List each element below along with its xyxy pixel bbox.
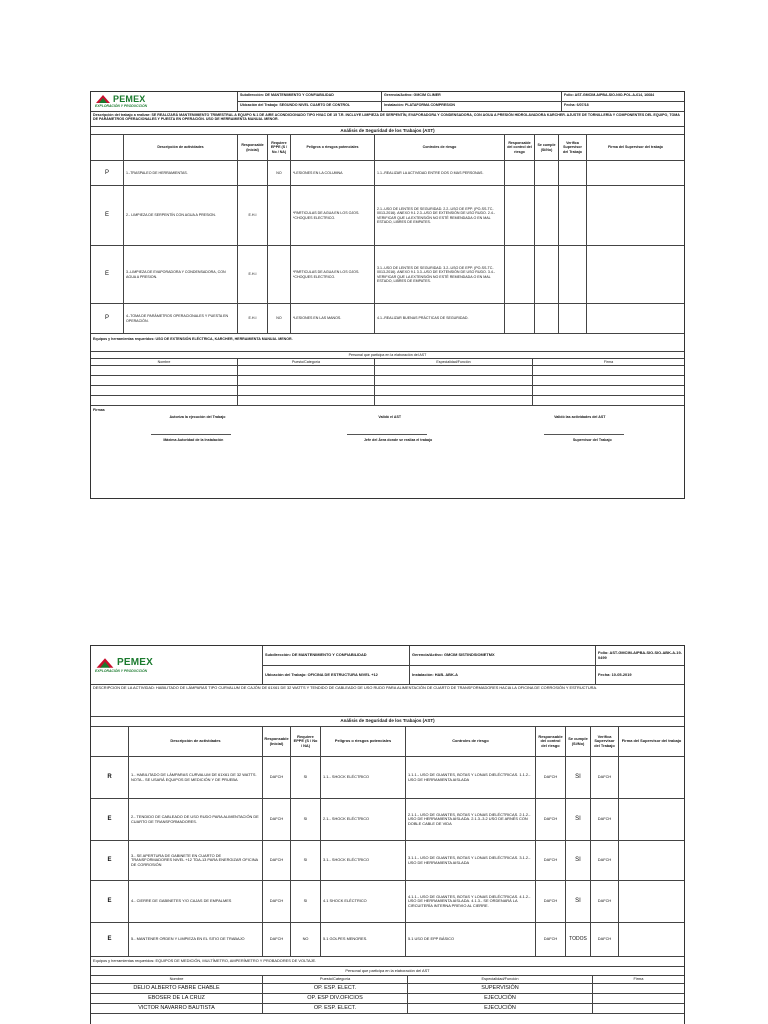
pemex-eagle-icon xyxy=(95,94,111,104)
folio: Folio: AST-GMCIM-AIPBA-SIO-SIO-ABK-A-19-0499 xyxy=(598,650,682,660)
pemex-eagle-icon xyxy=(95,657,115,669)
header-row-2 xyxy=(91,646,684,685)
logo-subtitle: EXPLORACIÓN Y PRODUCCIÓN xyxy=(95,104,148,109)
pemex-logo xyxy=(91,646,263,684)
header-row-1 xyxy=(91,92,684,112)
signatures-bottom: Máxima Autoridad de la Instalación Jefe del Área donde se realiza el trabajo Supervisor del Trabajo xyxy=(163,438,612,443)
col-descripcion: Descripción de actividades xyxy=(124,135,238,160)
col-firma: Firma del Supervisor del trabajo xyxy=(608,145,663,150)
firmas-label: Firmas xyxy=(93,408,105,412)
col-responsable: Responsable (Inicial) xyxy=(263,727,291,756)
table-row: E 2.- LIMPIEZA DE SERPENTÍN CON AGUA A PRESION. E.H.I *PARTICULAS DE AGUA EN LOS OJOS. *CHOQUES ELECTRICO. 2.1.-USO DE LENTES DE SEGURIDAD. 2.2.-USO DE EPP. (PO-SS-TC-0013-2016). ANEXO 9.1 2.3.-USO DE EXTENSIÓN DE USO RUDO. 2.4.-VERIFICAR QUE LA EXTENSIÓN NO ESTÉ REMENDADA O EN MAL ESTADO, LIBRES DE EMPATES. xyxy=(91,186,684,246)
col-responsable: Responsable (Inicial) xyxy=(238,135,268,160)
ast-title: Análisis de Seguridad de los Trabajos (AST) xyxy=(340,128,435,133)
ast-title: Análisis de Seguridad de los Trabajos (AST) xyxy=(340,718,435,723)
col-controles: Controles de riesgo xyxy=(375,135,505,160)
equipos-requeridos: Equipos y herramientas requeridos: EQUIPOS DE MEDICIÓN, MULTÍMETRO, AMPERÍMETRO Y PROBADORES DE VOLTAJE. xyxy=(93,958,317,964)
subdireccion: Subdirección: DE MANTENIMIENTO Y CONFIABILIDAD xyxy=(238,92,382,101)
col-descripcion: Descripción de actividades xyxy=(129,727,263,756)
col-firma: Firma del Supervisor del trabajo xyxy=(621,738,682,744)
logo-word: PEMEX xyxy=(113,93,146,104)
col-resp-control: Responsable del control del riesgo xyxy=(505,135,535,160)
ast-document-2 xyxy=(90,645,685,1024)
col-resp-control: Responsable del control del riesgo xyxy=(536,727,566,756)
ubicacion: Ubicación del Trabajo: SEGUNDO NIVEL CUARTO DE CONTROL xyxy=(238,102,382,111)
col-cumple: Se cumple (Si/No) xyxy=(566,727,591,756)
ubicacion: Ubicación del Trabajo: OFICINA DE ESTRUCTURA NIVEL +12 xyxy=(263,666,410,684)
table-header xyxy=(91,135,684,161)
personal-row: EBOSER DE LA CRUZ OP. ESP DIV.OFICIOS EJECUCIÓN xyxy=(91,994,684,1004)
signatures-top: Autoriza la ejecución del Trabajo Validó el AST Validó las actividades del AST xyxy=(169,415,606,420)
col-verifica: Verifica Supervisor del Trabajo xyxy=(591,727,619,756)
col-eppe: Requiere EPPE (S / No / NA) xyxy=(291,727,321,756)
personal-header: Nombre Puesto/Categoría Especialidad/Función Firma xyxy=(91,359,684,366)
gerencia: Gerencia/Activo: GMCIM CLIMER xyxy=(382,92,562,101)
instalacion: Instalación: HAB- ABK-A xyxy=(410,666,596,684)
table-row: E 3.-LIMPIEZA DE EVAPORADORA Y CONDENSADORA, CON AGUA A PRESION. E.H.I *PARTICULAS DE AGUA EN LOS OJOS. *CHOQUES ELECTRICO. 3.1.-USO DE LENTES DE SEGURIDAD. 3.2.-USO DE EPP. (PO-SS-TC-0013-2016). ANEXO 9.1 3.3.-USO DE EXTENSIÓN DE USO RUDO. 3.4.-VERIFICAR QUE LA EXTENSIÓN NO ESTÉ REMENDADA O EN MAL ESTADO, LIBRES DE EMPATES. xyxy=(91,246,684,304)
personal-row: DELIO ALBERTO FABRE CHABLE OP. ESP. ELECT. SUPERVISIÓN xyxy=(91,984,684,994)
col-cumple: Se cumple (Si/No) xyxy=(535,135,559,160)
personal-title: Personal que participa en la elaboración del AST xyxy=(348,352,427,357)
table-row: R 1.- HABILITADO DE LÁMPARAS CURVALUM DE 61X61 DE 32 WATTS. NOTA.- SE USARÁ EQUIPOS DE MEDICIÓN Y DE PRUEBA DAFCH SI 1.1.- SHOCK ELÉCTRICO 1.1.1.- USO DE GUANTES, BOTAS Y LONAS DIELÉCTRICAS. 1.1.2.- USO DE HERRAMIENTA AISLADA DAFCH SI DAFCH xyxy=(91,757,684,799)
table-row: E 2.- TENDIDO DE CABLEADO DE USO RUDO PARA ALIMENTACIÓN DE CUARTO DE TRANSFORMADORES. DAFCH SI 2.1.- SHOCK ELÉCTRICO 2.1.1.- USO DE GUANTES, BOTAS Y LONAS DIELÉCTRICAS. 2.1.2.- USO DE HERRAMIENTA AISLADA. 2.1.3.-3.2 USO DE ARNÉS CON DOBLE CABLE DE VIDA DAFCH SI DAFCH xyxy=(91,799,684,841)
pemex-logo xyxy=(91,92,238,111)
subdireccion: Subdirección: DE MANTENIMIENTO Y CONFIABILIDAD xyxy=(263,646,410,665)
gerencia: Gerencia/Activo: GMCIM SISTINDSIOMETMX xyxy=(410,646,596,665)
fecha: Fecha: 10-05-2019 xyxy=(598,671,632,677)
logo-subtitle: EXPLORACIÓN Y PRODUCCIÓN xyxy=(95,668,148,673)
descripcion-trabajo: Descripción del trabajo a realizar: SE REALIZARÁ MANTENIMIENTO TRIMESTRAL A EQUIPO N.1 DE AIRE ACONDICIONADO TIPO HVAC DE 15 T.R. INCLUYE LIMPIEZA DE SERPENTÍN, EVAPORADORA Y CONDENSADORA, CON AGUA A PRESIÓN HIDROLAVADORA KARCHER. AJUSTE DE TORNILLERÍA Y COMPONENTES DEL EQUIPO, TOMA DE PARÁMETROS OPERACIONALES Y PUESTA EN OPERACIÓN. USO DE HERRAMIENTA MANUAL MENOR. xyxy=(93,113,680,122)
table-header xyxy=(91,727,684,757)
col-verifica: Verifica Supervisor del Trabajo xyxy=(559,135,587,160)
table-row: P 4.-TOMA DE PARÁMETROS OPERACIONALES Y PUESTA EN OPERACIÓN. E.H.I NO *LESIONES EN LAS MANOS. 4.1.-REALIZAR BUENAS PRÁCTICAS DE SEGURIDAD. xyxy=(91,304,684,334)
col-controles: Controles de riesgo xyxy=(406,727,536,756)
col-peligros: Peligros o riesgos potenciales xyxy=(321,727,406,756)
personal-header: Nombre Puesto/Categoría Especialidad/Función Firma xyxy=(91,976,684,984)
table-row: P 1.-TRASPALEO DE HERRAMIENTAS. NO *LESIONES EN LA COLUMNA 1.1.-REALIZAR LA ACTIVIDAD ENTRE DOS O MAS PERSONAS. xyxy=(91,161,684,186)
personal-row: VICTOR NAVARRO BAUTISTA OP. ESP. ELECT. EJECUCIÓN xyxy=(91,1004,684,1014)
equipos-requeridos: Equipos y herramientas requeridos: USO DE EXTENSIÓN ELÉCTRICA, KARCHER, HERRAMIENTA MANUAL MENOR. xyxy=(93,337,293,341)
ast-document-1 xyxy=(90,91,685,499)
table-row: E 4.- CIERRE DE GABINETES Y/O CAJAS DE EMPALMES DAFCH SI 4.1 SHOCK ELÉCTRICO 4.1.1.- USO DE GUANTES, BOTAS Y LONAS DIELÉCTRICAS. 4.1.2.- USO DE HERRAMIENTA AISLADA. 4.1.3.- SE ORDENARÁ LA CIRCUITERÍA INTERNA PREVIO AL CIERRE. DAFCH SI DAFCH xyxy=(91,881,684,923)
instalacion: Instalación: PLATAFORMA COMPRESION xyxy=(382,102,562,111)
col-eppe: Requiere EPPE (S / No / NA) xyxy=(268,135,291,160)
personal-title: Personal que participa en la elaboración del AST xyxy=(345,967,430,973)
col-peligros: Peligros o riesgos potenciales xyxy=(291,135,375,160)
table-row: E 3.- SE APERTURA DE GABINETE EN CUARTO DE TRANSFORMADORES NIVEL +12 TDA-13 PARA ENERGIZAR OFICINA DE CORROSIÓN DAFCH SI 3.1.- SHOCK ELÉCTRICO 3.1.1.- USO DE GUANTES, BOTAS Y LONAS DIELÉCTRICAS. 3.1.2.- USO DE HERRAMIENTA AISLADA DAFCH SI DAFCH xyxy=(91,841,684,881)
folio: Folio: AST-GMCIM-AIPBA-SIO-NIO-POL-A-614, 16684 xyxy=(564,93,655,97)
logo-word: PEMEX xyxy=(117,656,154,668)
table-row: E 5.- MANTENER ORDEN Y LIMPIEZA EN EL SITIO DE TRABAJO DAFCH NO 5.1 GOLPES MENORES. 5.1 USO DE EPP BÁSICO DAFCH TODOS DAFCH xyxy=(91,923,684,957)
descripcion-actividad: DESCRIPCION DE LA ACTIVIDAD: HABILITADO DE LÁMPARAS TIPO CURVALUM DE CAJÓN DE 61X61 DE 32 WATTS Y TENDIDO DE CABLEADO DE USO RUDO PARA ALIMENTACIÓN DE CUARTO DE TRANSFORMADORES HACIA LA OFICINA DE CORROSIÓN Y ESTRUCTURA. xyxy=(93,685,598,690)
fecha: Fecha: 6/07/18 xyxy=(564,102,589,107)
